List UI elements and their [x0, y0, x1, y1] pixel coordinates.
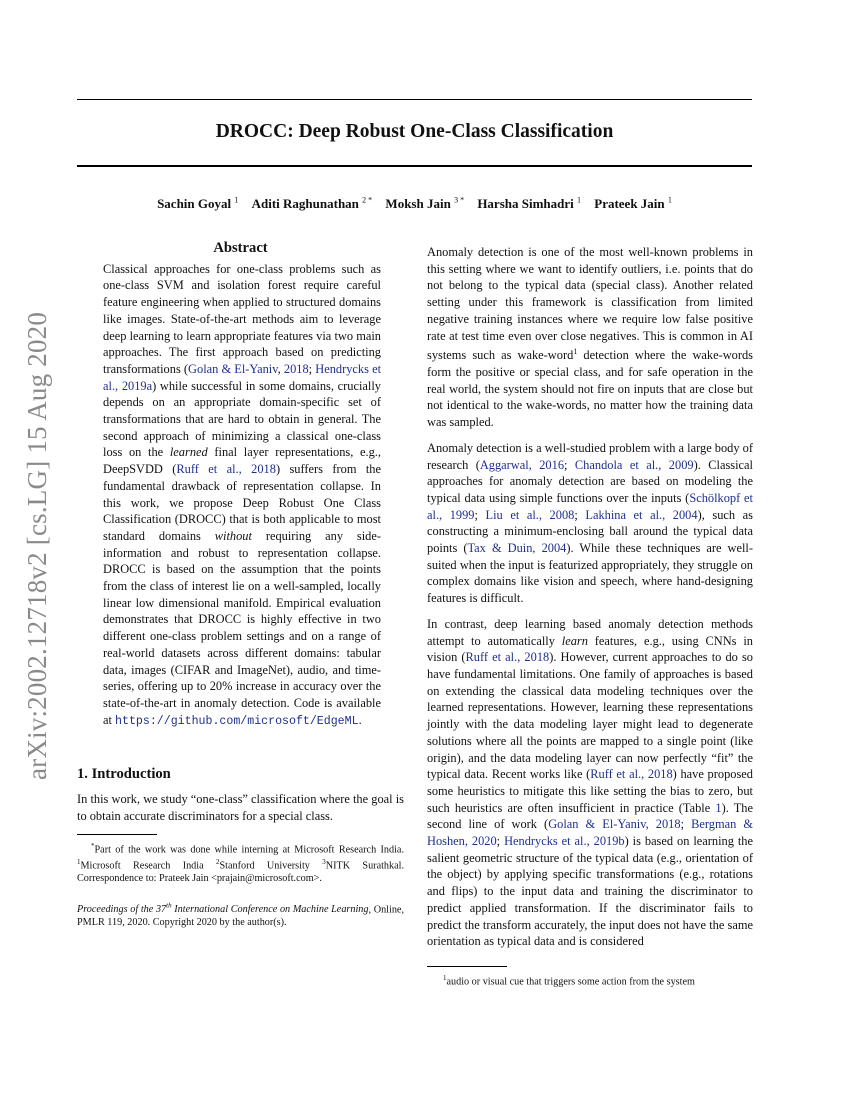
table-reference-link[interactable]: 1 [715, 800, 722, 815]
citation-link[interactable]: Liu et al., 2008 [485, 507, 575, 522]
body-paragraph: In contrast, deep learning based anomaly detection methods attempt to automatically learn features, e.g., using CNNs in vision (Ruff et al., 2018). However, current approaches to do so have fundamental limitations. One family of approaches is based on extending the classical data modeling techniques over the learned representations. However, learning these representations jointly with the data modeling layer might lead to degenerate solutions where all the points are mapped to a single point (like origin), and the data modeling layer can now perfectly “fit” the typical data. Recent works like (Ruff et al., 2018) have proposed some heuristics to mitigate this like setting the bias to zero, but such heuristics are often insufficient in practice (Table 1). The second line of work (Golan & El-Yaniv, 2018; Bergman & Hoshen, 2020; Hendrycks et al., 2019b) is based on learning the salient geometric structure of the typical data (e.g., orientation of the object) by applying specific transformations (e.g., rotations and flips) to the input data and training the discriminator to predict applied transformation. If the discriminator fails to predict the transform accurately, the input does not have the same orientation as typical data and is considered [427, 616, 754, 949]
author: Aditi Raghunathan $^{2 *}$ [251, 196, 373, 212]
citation-link[interactable]: Lakhina et al., 2004 [585, 507, 698, 522]
body-paragraph: Anomaly detection is a well-studied problem with a large body of research (Aggarwal, 2016; Chandola et al., 2009). Classical approaches for anomaly detection are based on modeling the typical data using simple functions over the inputs (Schölkopf et al., 1999; Liu et al., 2008; Lakhina et al., 2004), such as constructing a minimum-enclosing ball around the typical data points (Tax & Duin, 2004). While these techniques are well-suited when the input is featurized appropriately, they struggle on complex domains like vision and speech, where hand-designing features is difficult. [427, 440, 753, 606]
citation-link[interactable]: Hendrycks et al., 2019a [103, 361, 382, 393]
footnote-rule [77, 834, 157, 835]
citation-link[interactable]: Ruff et al., 2018 [176, 462, 276, 477]
affiliation-footnote: *Part of the work was done while interning at Microsoft Research India. $^1$Microsoft Research India $^2$Stanford University $^3$NITK Surathkal. Correspondence to: Prateek Jain <prajain@microsoft.com>. [77, 841, 405, 885]
arxiv-identifier-stamp: arXiv:2002.12718v2 [cs.LG] 15 Aug 2020 [22, 311, 52, 780]
citation-link[interactable]: Ruff et al., 2018 [590, 767, 673, 782]
citation-link[interactable]: Golan & El-Yaniv, 2018 [548, 817, 681, 832]
author-list [77, 196, 752, 212]
citation-link[interactable]: Hendrycks et al., 2019b [504, 834, 625, 849]
citation-link[interactable]: Golan & El-Yaniv [188, 361, 278, 376]
footnote-rule [427, 966, 507, 967]
citation-link[interactable]: Bergman & Hoshen, 2020 [427, 817, 753, 849]
abstract-body: Classical approaches for one-class problems such as one-class SVM and isolation forest require careful feature engineering when applied to structured domains like images. State-of-the-art methods aim to leverage deep learning to learn appropriate features via two main approaches. The first approach based on predicting transformations (Golan & El-Yaniv, 2018; Hendrycks et al., 2019a) while successful in some domains, crucially depends on an appropriate domain-specific set of transformations that are hard to obtain in general. The second approach of minimizing a classical one-class loss on the learned final layer representations, e.g., DeepSVDD (Ruff et al., 2018) suffers from the fundamental drawback of representation collapse. In this work, we propose Deep Robust One Class Classification (DROCC) that is both applicable to most standard domains without requiring any side-information and robust to representation collapse. DROCC is based on the assumption that the points from the class of interest lie on a well-sampled, locally linear low dimensional manifold. Empirical evaluation demonstrates that DROCC is highly effective in two different one-class problem settings and on a range of real-world datasets across different domains: tabular data, images (CIFAR and ImageNet), audio, and time-series, offering up to 20% increase in accuracy over the state-of-the-art in anomaly detection. Code is available at https://github.com/microsoft/EdgeML. [103, 261, 382, 728]
section-heading-introduction: 1. Introduction [77, 766, 171, 783]
author: Sachin Goyal $^1$ [157, 196, 239, 212]
citation-link[interactable]: Aggarwal, 2016 [479, 457, 565, 472]
proceedings-note: Proceedings of the 37th International Conference on Machine Learning, Online, PMLR 119, 2020. Copyright 2020 by the author(s). [77, 902, 404, 929]
citation-link[interactable]: Chandola et al., 2009 [574, 457, 694, 472]
left-column [77, 240, 404, 930]
right-column [427, 244, 753, 959]
citation-link[interactable]: Ruff et al., 2018 [465, 650, 550, 665]
footnote-marker[interactable]: 1 [573, 347, 578, 357]
author: Prateek Jain $^1$ [594, 196, 672, 212]
wake-word-footnote: $^1$audio or visual cue that triggers some action from the system [443, 974, 695, 988]
intro-paragraph: In this work, we study “one-class” classification where the goal is to obtain accurate discriminators for a special class. [77, 792, 404, 823]
author: Harsha Simhadri $^1$ [477, 196, 581, 212]
citation-link[interactable]: Schölkopf et al., 1999 [427, 490, 753, 522]
citation-link[interactable]: 2018 [283, 361, 309, 376]
abstract-heading: Abstract [213, 240, 268, 256]
right-footnote-block [427, 966, 753, 989]
paper-title: DROCC: Deep Robust One-Class Classification [215, 121, 614, 142]
body-paragraph: Anomaly detection is one of the most well-known problems in this setting where we want to identify outliers, i.e. points that do not belong to the typical data (special class). Another related setting under this framework is classification from limited negative training instances where we require low false positive rate at test time even over close negatives. This is common in AI systems such as wake-word$^1$ detection where the wake-words form the positive or special class, and for safe operation in the real world, the system should not fire on inputs that are close but not identical to the wake-words, no matter how the training data was sampled. [427, 245, 754, 430]
author: Moksh Jain $^{3 *}$ [385, 196, 465, 212]
citation-link[interactable]: Tax & Duin, 2004 [467, 541, 567, 556]
title-rule-top [77, 99, 752, 100]
code-url-link[interactable]: https://github.com/microsoft/EdgeML [115, 714, 359, 728]
title-rule-bottom [77, 165, 752, 167]
